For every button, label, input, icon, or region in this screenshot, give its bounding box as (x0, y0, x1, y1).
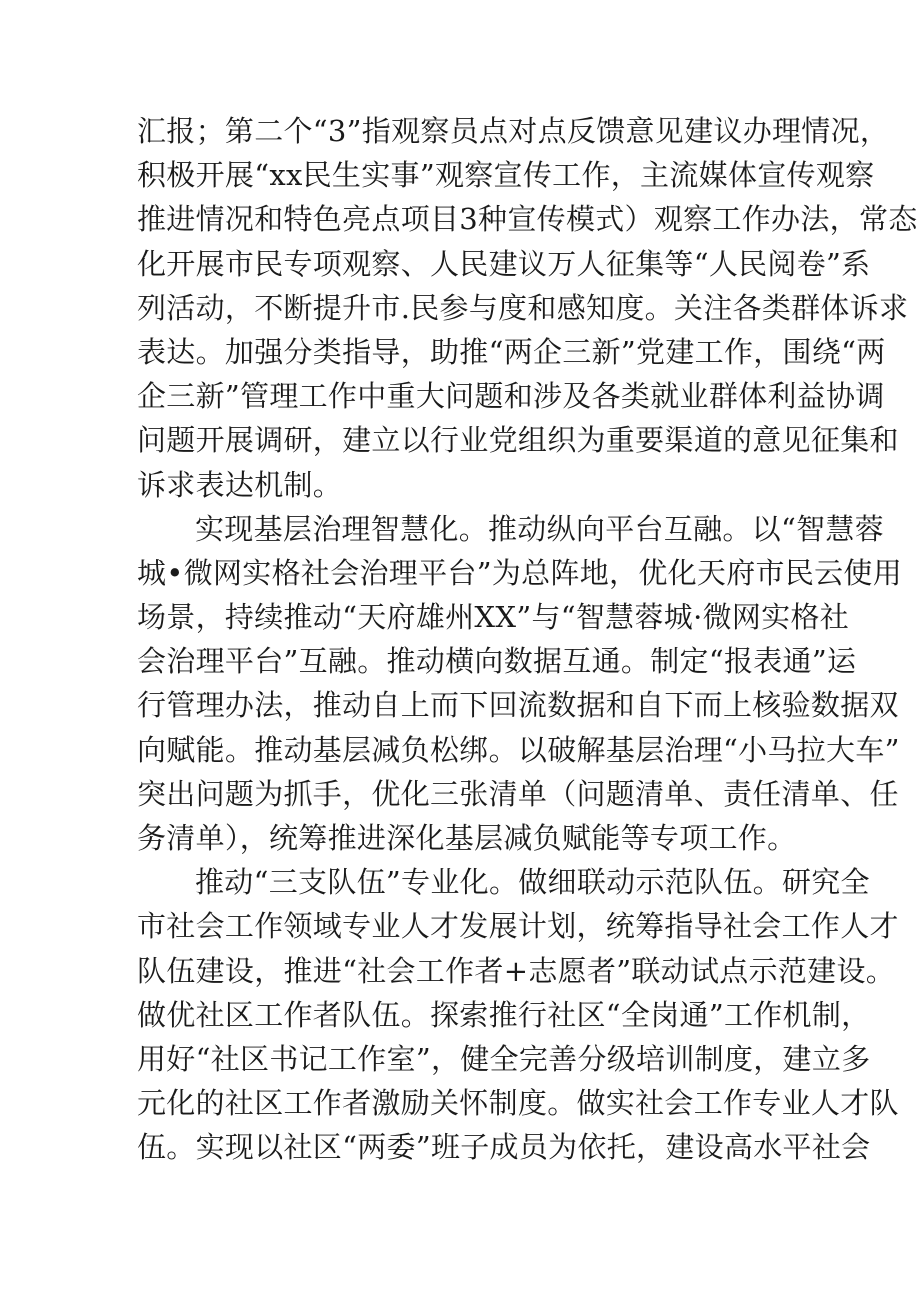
text-line: 市社会工作领域专业人才发展计划，统筹指导社会工作人才 (137, 909, 899, 944)
text-line: 向赋能。推动基层减负松绑。以破解基层治理“小马拉大车” (137, 732, 900, 767)
text-line: 元化的社区工作者激励关怀制度。做实社会工作专业人才队 (137, 1086, 899, 1121)
text-line: 列活动，不断提升市.民参与度和感知度。关注各类群体诉求 (137, 290, 909, 325)
text-line: 汇报；第二个“3”指观察员点对点反馈意见建议办理情况， (137, 114, 890, 148)
text-line: 突出问题为抓手，优化三张清单（问题清单、责任清单、任 (137, 776, 899, 811)
text-line: 做优社区工作者队伍。探索推行社区“全岗通”工作机制， (137, 997, 871, 1032)
text-line: 推进情况和特色亮点项目3种宣传模式）观察工作办法，常态 (137, 202, 918, 237)
body-text (137, 109, 918, 1170)
text-line: 诉求表达机制。 (137, 467, 343, 502)
text-line: 表达。加强分类指导，助推“两企三新”党建工作，围绕“两 (137, 334, 886, 369)
text-line: 会治理平台”互融。推动横向数据互通。制定“报表通”运 (137, 644, 857, 679)
text-line: 化开展市民专项观察、人民建议万人征集等“人民阅卷”系 (137, 246, 871, 281)
text-line: 企三新”管理工作中重大问题和涉及各类就业群体利益协调 (137, 379, 885, 414)
text-line: 伍。实现以社区“两委”班子成员为依托，建设高水平社会 (137, 1130, 871, 1165)
paragraph-heading-line: 推动“三支队伍”专业化。做细联动示范队伍。研究全 (195, 865, 870, 900)
text-line: 场景，持续推动“天府雄州XX”与“智慧蓉城·微网实格社 (137, 600, 850, 635)
text-line: 行管理办法，推动自上而下回流数据和自下而上核验数据双 (137, 688, 899, 723)
text-line: 问题开展调研，建立以行业党组织为重要渠道的意见征集和 (137, 423, 899, 458)
text-line: 务清单），统筹推进深化基层减负赋能等专项工作。 (137, 821, 797, 855)
text-line: 队伍建设，推进“社会工作者+志愿者”联动试点示范建设。 (137, 953, 896, 988)
text-line: 城•微网实格社会治理平台”为总阵地，优化天府市民云使用 (137, 555, 903, 590)
paragraph-heading-line: 实现基层治理智慧化。推动纵向平台互融。以“智慧蓉 (195, 511, 885, 546)
text-line: 用好“社区书记工作室”，健全完善分级培训制度，建立多 (137, 1041, 871, 1076)
text-line: 积极开展“xx民生实事”观察宣传工作，主流媒体宣传观察 (137, 158, 875, 193)
